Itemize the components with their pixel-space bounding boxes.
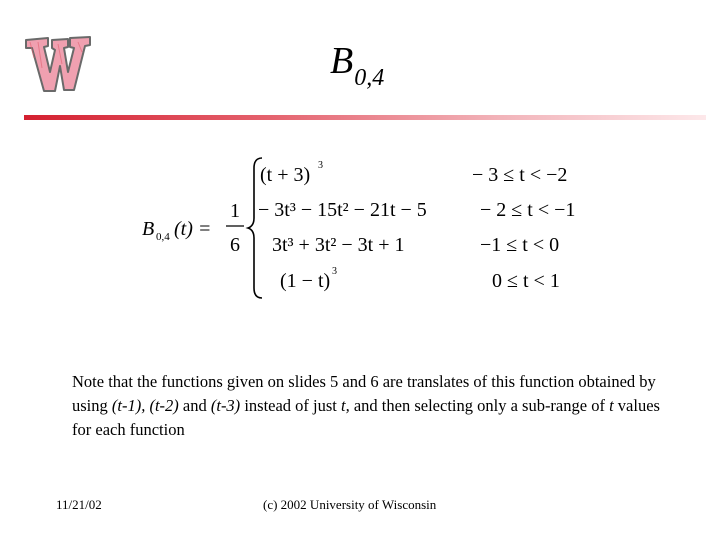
- piece-1-expression: (t + 3): [260, 164, 311, 186]
- note-term-4: t: [609, 396, 614, 415]
- lhs-symbol: B: [142, 218, 155, 240]
- piece-4-exponent: 3: [332, 266, 337, 277]
- note-text-4: and then selecting only a sub-range of: [349, 396, 610, 415]
- piecewise-formula: [130, 150, 600, 310]
- piece-4-expression: (1 − t): [280, 270, 331, 292]
- piece-4-condition: 0 ≤ t < 1: [492, 270, 560, 292]
- note-term-3: t,: [341, 396, 350, 415]
- slide-title: [330, 42, 530, 90]
- piece-1-condition: − 3 ≤ t < −2: [472, 164, 568, 186]
- note-text-1: Note that the functions given on slides 5 and 6 are translates of this function obtained by using: [72, 372, 656, 415]
- lhs-subscript: 0,4: [156, 231, 170, 243]
- piece-2-expression: − 3t³ − 15t² − 21t − 5: [258, 199, 427, 221]
- title-base: B: [330, 40, 354, 82]
- note-paragraph: [72, 370, 672, 442]
- note-text-5: values for each function: [72, 396, 660, 439]
- piece-3-expression: 3t³ + 3t² − 3t + 1: [272, 234, 405, 256]
- footer-copyright: (c) 2002 University of Wisconsin: [263, 497, 437, 512]
- lhs-argument: (t) =: [174, 218, 212, 240]
- wisconsin-w-logo-icon: [22, 28, 94, 100]
- piece-3-condition: −1 ≤ t < 0: [480, 234, 560, 256]
- piece-2-condition: − 2 ≤ t < −1: [480, 199, 576, 221]
- fraction-denominator: 6: [230, 234, 240, 256]
- note-term-1: (t-1), (t-2): [111, 396, 179, 415]
- note-text-3: instead of just: [240, 396, 342, 415]
- title-subscript: 0,4: [354, 65, 385, 91]
- title-divider: [24, 115, 706, 120]
- footer-date: 11/21/02: [56, 497, 102, 512]
- fraction-numerator: 1: [230, 200, 240, 222]
- piece-1-exponent: 3: [318, 160, 323, 171]
- note-term-2: (t-3): [210, 396, 241, 415]
- note-text-2: and: [178, 396, 211, 415]
